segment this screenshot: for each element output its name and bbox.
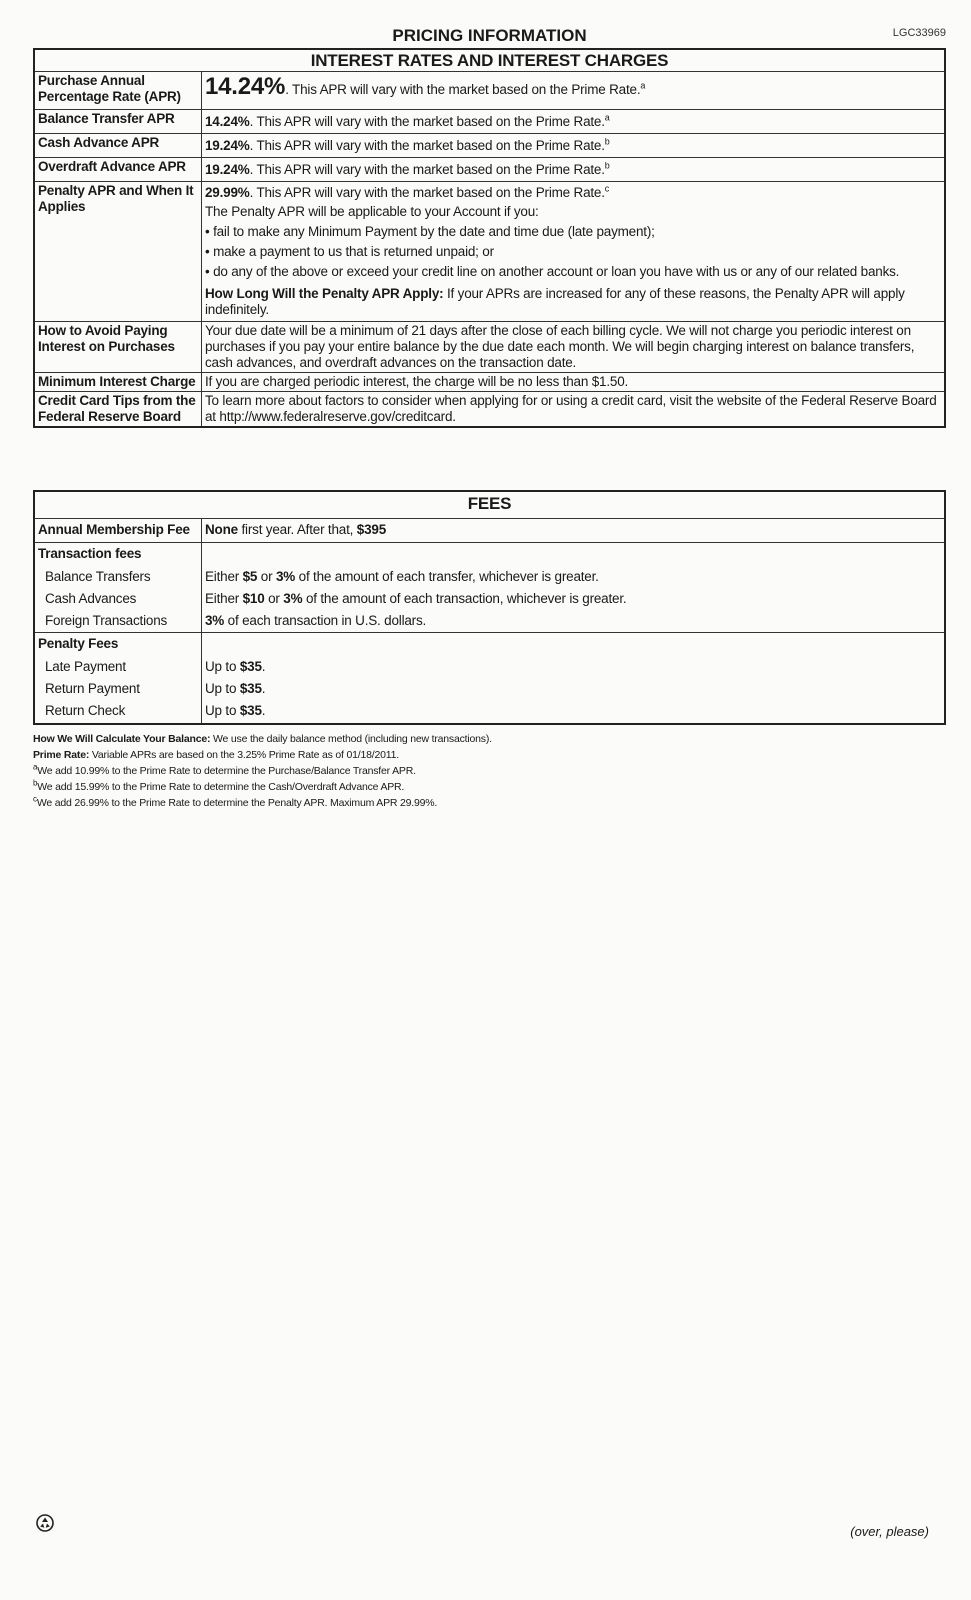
table-row [34,110,945,134]
return-check-label: Return Check [34,700,202,724]
return-check-fee: Up to $35. [202,700,946,724]
table-row [34,588,945,610]
late-payment-label: Late Payment [34,656,202,678]
cash-advance-apr-label: Cash Advance APR [34,134,202,158]
table-row [34,519,945,543]
purchase-apr-rate: 14.24% [205,73,286,100]
table-row [34,322,945,373]
avoid-interest-value: Your due date will be a minimum of 21 days after the close of each billing cycle. We will not charge you periodic interest on purchases if you pay your entire balance by the due date each month. We will begin charging interest on balance transfers, cash advances, and overdraft advances on the transaction date. [202,322,946,373]
balance-transfers-label: Balance Transfers [34,566,202,588]
table-row [34,610,945,633]
cash-advance-apr-value: 19.24%. This APR will vary with the market based on the Prime Rate.$^b$ [202,134,946,158]
cash-advances-fee: Either $10 or 3% of the amount of each transaction, whichever is greater. [202,588,946,610]
late-payment-fee: Up to $35. [202,656,946,678]
annual-fee-value: None first year. After that, $395 [202,519,946,543]
table-row [34,134,945,158]
footnote-a: $^a$We add 10.99% to the Prime Rate to determine the Purchase/Balance Transfer APR. [33,762,416,777]
penalty-apr-value: 29.99%. This APR will vary with the market based on the Prime Rate.$^c$ The Penalty APR will be applicable to your Account if you: • fail to make any Minimum Payment by the date and time due (late payment); • make a payment to us that is returned unpaid; or • do any of the above or exceed your credit line on another account or loan you have with us or any of our related banks. How Long Will the Penalty APR Apply: If your APRs are increased for any of these reasons, the Penalty APR will apply indefinitely. [202,182,946,322]
return-payment-label: Return Payment [34,678,202,700]
table-row [34,158,945,182]
return-payment-fee: Up to $35. [202,678,946,700]
page-header [33,24,946,46]
penalty-fees-heading: Penalty Fees [34,633,202,657]
penalty-bullet: • fail to make any Minimum Payment by the date and time due (late payment); [205,224,655,239]
credit-card-tips-label: Credit Card Tips from the Federal Reserve Board [34,392,202,428]
document-code: LGC33969 [892,27,946,39]
page-title: PRICING INFORMATION [392,26,587,45]
interest-rates-table [33,48,946,428]
footnote-b: $^b$We add 15.99% to the Prime Rate to determine the Cash/Overdraft Advance APR. [33,778,405,793]
over-please-note: (over, please) [850,1524,929,1539]
table-row [34,700,945,724]
table-row [34,182,945,322]
overdraft-apr-value: 19.24%. This APR will vary with the market based on the Prime Rate.$^b$ [202,158,946,182]
foreign-transactions-fee: 3% of each transaction in U.S. dollars. [202,610,946,633]
footnote-c: $^c$We add 26.99% to the Prime Rate to determine the Penalty APR. Maximum APR 29.99%. [33,794,438,809]
minimum-interest-label: Minimum Interest Charge [34,373,202,392]
balance-transfer-apr-label: Balance Transfer APR [34,110,202,134]
minimum-interest-value: If you are charged periodic interest, the charge will be no less than $1.50. [202,373,946,392]
table-row [34,678,945,700]
prime-rate-note: Prime Rate: Variable APRs are based on the 3.25% Prime Rate as of 01/18/2011. [33,749,399,761]
penalty-intro: The Penalty APR will be applicable to your Account if you: [205,204,539,219]
purchase-apr-value: 14.24%. This APR will vary with the market based on the Prime Rate.$^a$ [202,72,946,110]
fees-table [33,490,946,725]
credit-card-tips-value: To learn more about factors to consider when applying for or using a credit card, visit the website of the Federal Reserve Board at http://www.federalreserve.gov/creditcard. [202,392,946,428]
table-row [34,72,945,110]
avoid-interest-label: How to Avoid Paying Interest on Purchases [34,322,202,373]
balance-method-note: How We Will Calculate Your Balance: We use the daily balance method (including new transactions). [33,733,492,745]
penalty-apr-label: Penalty APR and When It Applies [34,182,202,322]
fees-section-title: FEES [34,491,945,519]
overdraft-apr-label: Overdraft Advance APR [34,158,202,182]
balance-transfer-apr-value: 14.24%. This APR will vary with the market based on the Prime Rate.$^a$ [202,110,946,134]
foreign-transactions-label: Foreign Transactions [34,610,202,633]
table-row [34,543,945,567]
table-row [34,373,945,392]
annual-fee-label: Annual Membership Fee [34,519,202,543]
table-row [34,633,945,657]
transaction-fees-heading: Transaction fees [34,543,202,567]
table-row [34,392,945,428]
penalty-duration: How Long Will the Penalty APR Apply: If your APRs are increased for any of these reasons, the Penalty APR will apply indefinitely. [205,286,905,317]
penalty-bullet: • do any of the above or exceed your credit line on another account or loan you have with us or any of our related banks. [205,264,900,279]
penalty-bullet: • make a payment to us that is returned unpaid; or [205,244,494,259]
table-row [34,566,945,588]
interest-section-title: INTEREST RATES AND INTEREST CHARGES [34,49,945,72]
recycle-icon [36,1514,54,1532]
purchase-apr-label: Purchase Annual Percentage Rate (APR) [34,72,202,110]
balance-transfers-fee: Either $5 or 3% of the amount of each transfer, whichever is greater. [202,566,946,588]
footnotes [33,731,946,811]
table-row [34,656,945,678]
cash-advances-label: Cash Advances [34,588,202,610]
